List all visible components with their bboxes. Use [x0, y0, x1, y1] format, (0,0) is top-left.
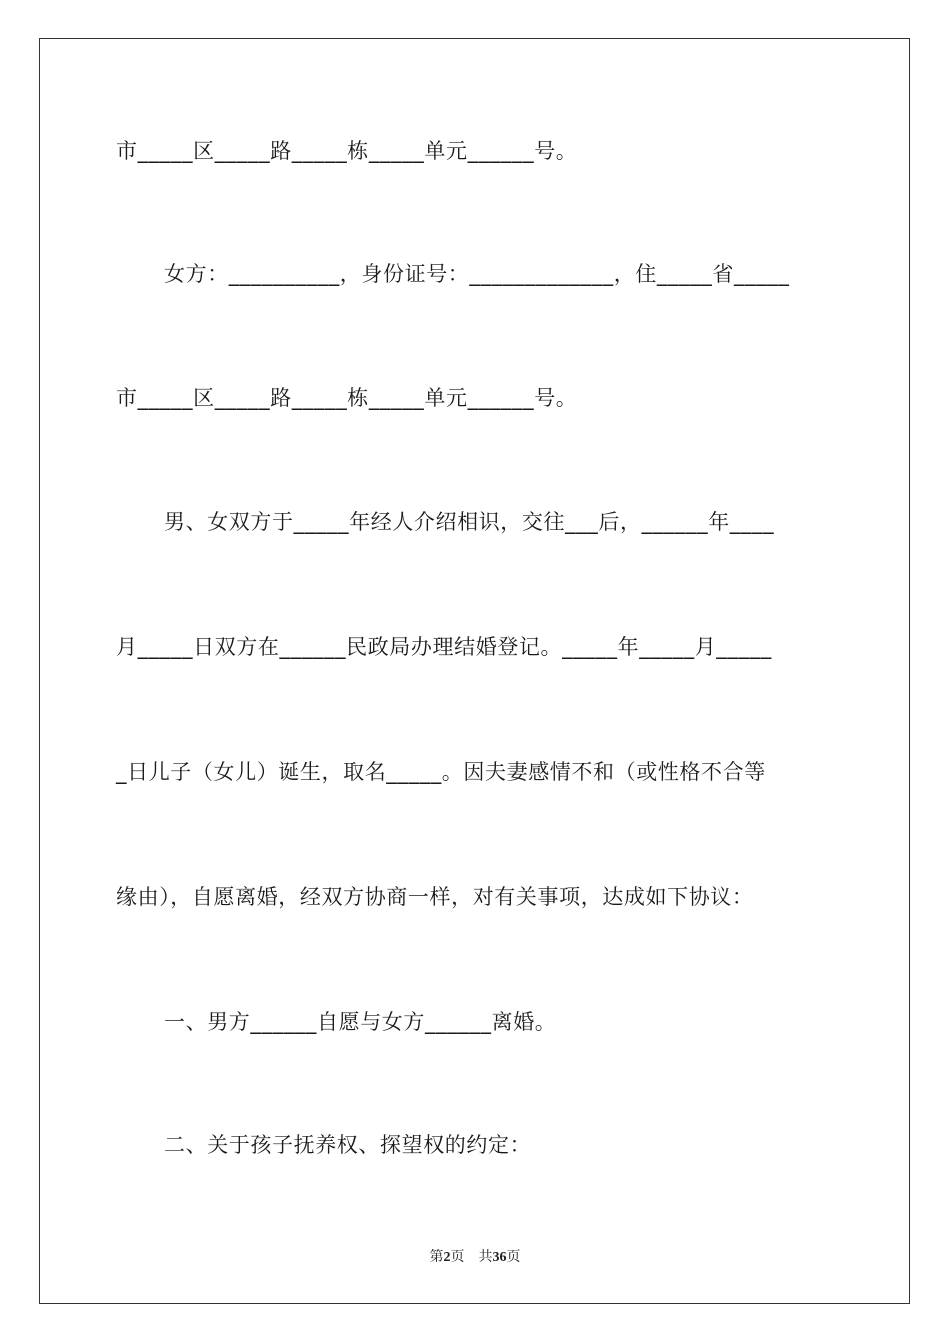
marriage-history-line-1: 男、女双方于_____年经人介绍相识，交往___后，______年____ [164, 510, 775, 534]
clause-two-heading: 二、关于孩子抚养权、探望权的约定： [164, 1133, 532, 1157]
footer-page-suffix: 页 [450, 1250, 465, 1265]
marriage-history-line-2: 月_____日双方在______民政局办理结婚登记。_____年_____月_____ [116, 635, 772, 659]
footer-total-prefix: 共 [478, 1250, 493, 1265]
page-footer [0, 1246, 950, 1266]
address-line-2: 市_____区_____路_____栋_____单元______号。 [116, 386, 578, 410]
page-border [39, 38, 910, 1304]
address-line-1: 市_____区_____路_____栋_____单元______号。 [116, 139, 578, 163]
footer-total-suffix: 页 [506, 1250, 521, 1265]
marriage-history-line-4: 缘由），自愿离婚，经双方协商一样，对有关事项，达成如下协议： [116, 885, 754, 909]
footer-total-pages: 36 [492, 1250, 507, 1265]
female-party-line: 女方：__________，身份证号：_____________，住_____省_____ [164, 262, 790, 286]
footer-page-prefix: 第 [429, 1250, 444, 1265]
clause-one: 一、男方______自愿与女方______离婚。 [164, 1010, 557, 1034]
footer-page-number: 2 [443, 1250, 451, 1265]
marriage-history-line-3: _日儿子（女儿）诞生，取名_____。因夫妻感情不和（或性格不合等 [116, 760, 766, 784]
